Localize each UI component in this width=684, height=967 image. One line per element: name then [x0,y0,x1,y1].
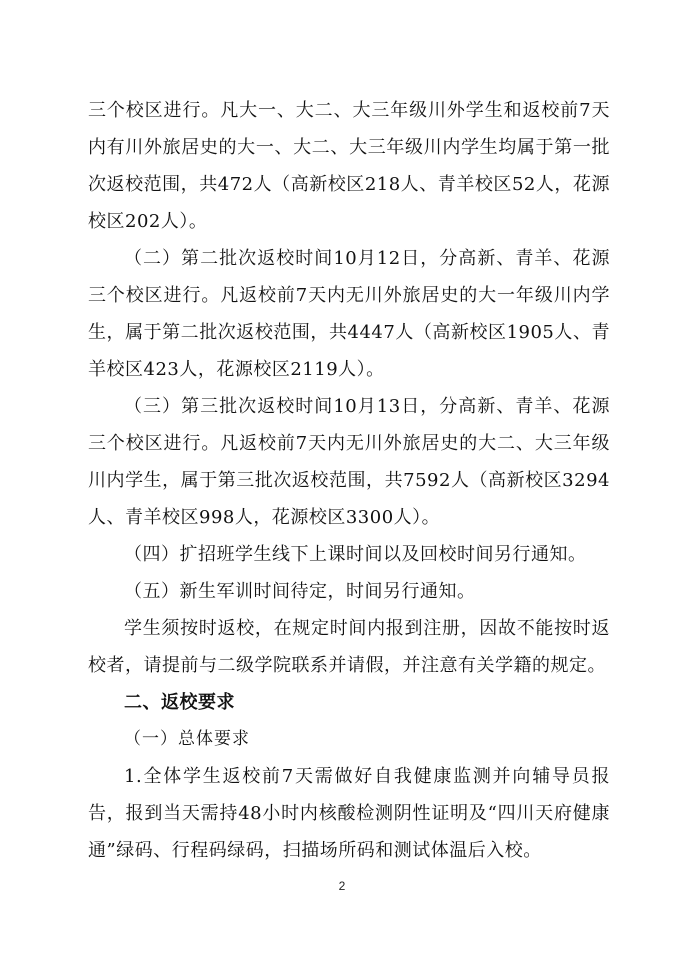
paragraph-military-training: （五）新生军训时间待定，时间另行通知。 [124,581,476,602]
paragraph-general-requirements: 1.全体学生返校前7天需做好自我健康监测并向辅导员报告，报到当天需持48小时内核酸检测阴性证明及“四川天府健康通”绿码、行程码绿码，扫描场所码和测试体温后入校。 [88,766,610,861]
paragraph-continuation: 三个校区进行。凡大一、大二、大三年级川外学生和返校前7天内有川外旅居史的大一、大二、大三年级川内学生均属于第一批次返校范围，共472人（高新校区218人、青羊校区52人，花源校区202人）。 [88,100,610,232]
paragraph-second-batch: （二）第二批次返校时间10月12日，分高新、青羊、花源三个校区进行。凡返校前7天内无川外旅居史的大一年级川内学生，属于第二批次返校范围，共4447人（高新校区1905人、青羊校区423人，花源校区2119人）。 [88,248,610,380]
subsection-heading: （一）总体要求 [124,729,250,749]
section-heading: 二、返校要求 [124,692,235,713]
page-number: 2 [338,879,346,893]
paragraph-expanded-class: （四）扩招班学生线下上课时间以及回校时间另行通知。 [124,544,587,565]
paragraph-return-on-time: 学生须按时返校，在规定时间内报到注册，因故不能按时返校者，请提前与二级学院联系并请假，并注意有关学籍的规定。 [88,618,610,676]
paragraph-third-batch: （三）第三批次返校时间10月13日，分高新、青羊、花源三个校区进行。凡返校前7天内无川外旅居史的大二、大三年级川内学生，属于第三批次返校范围，共7592人（高新校区3294人、青羊校区998人，花源校区3300人）。 [88,396,610,528]
document-body [88,92,610,869]
